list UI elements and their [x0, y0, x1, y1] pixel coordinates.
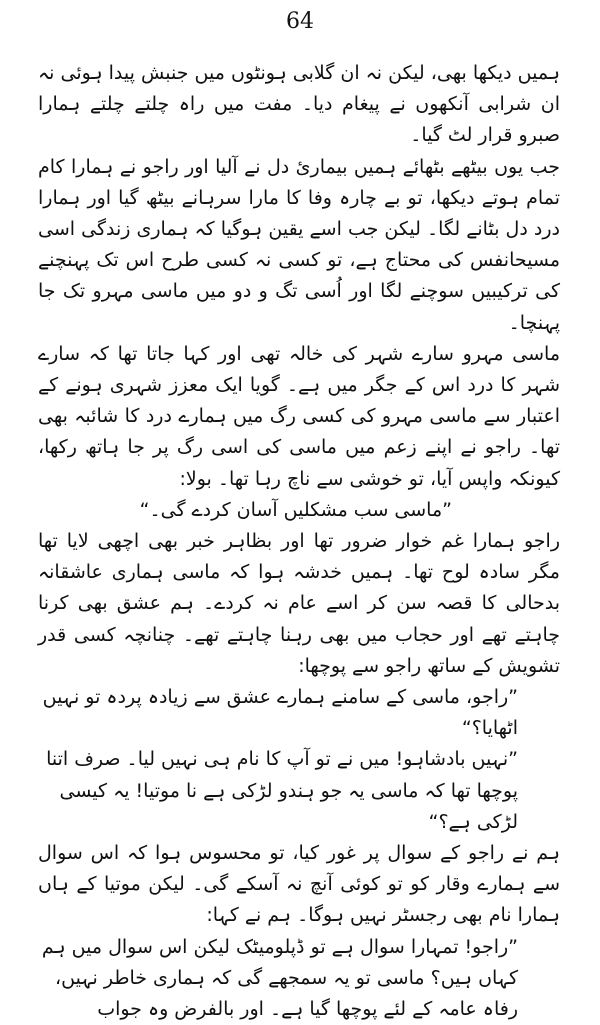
- paragraph: جب یوں بیٹھے بٹھائے ہمیں بیماریٔ دل نے آلیا اور راجو نے ہمارا کام تمام ہوتے دیکھا، تو بے چارہ وفا کا مارا سرہانے بیٹھ گیا اور ہمارا درد دل بٹانے لگا۔ لیکن جب اسے یقین ہوگیا کہ ہماری زندگی اسی مسیحانفس کی محتاج ہے، تو کسی نہ کسی طرح اس تک پہنچنے کی ترکیبیں سوچنے لگا اور اُسی تگ و دو میں ماسی مہرو تک جا پہنچا۔: [38, 155, 560, 334]
- page-body-text: [38, 58, 560, 1025]
- dialogue-quote: ”راجو، ماسی کے سامنے ہمارے عشق سے زیادہ پردہ تو نہیں اٹھایا؟“: [42, 686, 518, 740]
- dialogue-quote: ”ماسی سب مشکلیں آسان کردے گی۔“: [139, 498, 452, 521]
- dialogue-quote: ”نہیں بادشاہو! میں نے تو آپ کا نام ہی نہیں لیا۔ صرف اتنا پوچھا تھا کہ ماسی یہ جو ہندو لڑکی ہے نا موتیا! یہ کیسی لڑکی ہے؟“: [46, 748, 518, 833]
- paragraph: ہم نے راجو کے سوال پر غور کیا، تو محسوس ہوا کہ اس سوال سے ہمارے وقار کو تو کوئی آنچ نہ آسکے گی۔ لیکن موتیا کے ہاں ہمارا نام بھی رجسٹر نہیں ہوگا۔ ہم نے کہا:: [38, 842, 560, 927]
- page-number: 64: [286, 9, 314, 34]
- paragraph: ماسی مہرو سارے شہر کی خالہ تھی اور کہا جاتا تھا کہ سارے شہر کا درد اس کے جگر میں ہے۔ گویا ایک معزز شہری ہونے کے اعتبار سے ماسی مہرو کی کسی رگ میں ہمارے درد کا شائبہ بھی تھا۔ راجو نے اپنے زعم میں ماسی کی اسی رگ پر جا ہاتھ رکھا، کیونکہ واپس آیا، تو خوشی سے ناچ رہا تھا۔ بولا:: [38, 342, 560, 490]
- paragraph: راجو ہمارا غم خوار ضرور تھا اور بظاہر خبر بھی اچھی لایا تھا مگر سادہ لوح تھا۔ ہمیں خدشہ ہوا کہ ماسی ہماری عاشقانہ بدحالی کا قصہ سن کر اسے عام نہ کردے۔ ہم عشق بھی کرنا چاہتے تھے اور حجاب میں بھی رہنا چاہتے تھے۔ چنانچہ کسی قدر تشویش کے ساتھ راجو سے پوچھا:: [38, 530, 560, 677]
- dialogue-quote: ”راجو! تمہارا سوال ہے تو ڈپلومیٹک لیکن اس سوال میں ہم کہاں ہیں؟ ماسی تو یہ سمجھے گی کہ ہماری خاطر نہیں، رفاہ عامہ کے لئے پوچھا گیا ہے۔ اور بالفرض وہ جواب: [41, 935, 518, 1021]
- paragraph: ہمیں دیکھا بھی، لیکن نہ ان گلابی ہونٹوں میں جنبش پیدا ہوئی نہ ان شرابی آنکھوں نے پیغام دیا۔ مفت میں راہ چلتے چلتے ہمارا صبرو قرار لٹ گیا۔: [38, 62, 560, 147]
